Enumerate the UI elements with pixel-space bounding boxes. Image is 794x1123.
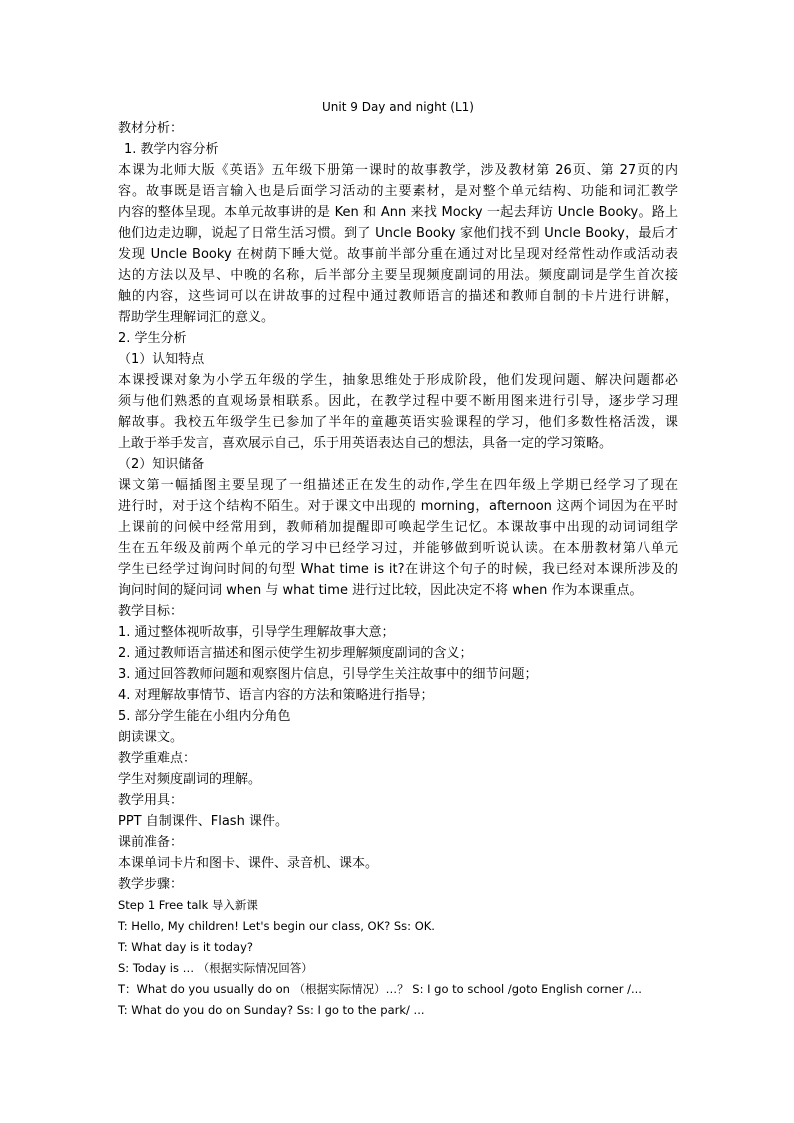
- dialogue-line: T: What do you do on Sunday? Ss: I go to the park/ ...: [118, 1003, 425, 1017]
- tools-heading: 教学用具：: [118, 793, 184, 808]
- knowledge-paragraph: [118, 475, 678, 601]
- paragraph-line: 帮助学生理解词汇的意义。: [118, 310, 275, 325]
- key-points-text: 学生对频度副词的理解。: [118, 772, 262, 787]
- objectives-heading: 教学目标：: [118, 604, 184, 619]
- dialogue: [118, 916, 678, 1021]
- paragraph-line: 须与他们熟悉的直观场景相联系。因此，在教学过程中要不断用图来进行引导，逐步学习理: [118, 394, 678, 409]
- cognitive-paragraph: [118, 370, 678, 454]
- step1-heading: Step 1 Free talk 导入新课: [118, 898, 258, 912]
- objective-item: 4. 对理解故事情节、语言内容的方法和策略进行指导；: [118, 688, 434, 703]
- objective-item: 1. 通过整体视听故事，引导学生理解故事大意；: [118, 625, 395, 640]
- paragraph-line: 容。故事既是语言输入也是后面学习活动的主要素材，是对整个单元结构、功能和词汇教学: [118, 184, 678, 199]
- paragraph-line: 学生已经学过询问时间的句型 What time is it?在讲这个句子的时候，我已经对本课所涉及的: [118, 562, 678, 577]
- paragraph-line: 本课授课对象为小学五年级的学生，抽象思维处于形成阶段，他们发现问题、解决问题都必: [118, 373, 678, 388]
- steps-heading: 教学步骤：: [118, 877, 184, 892]
- paragraph-line: 上课前的问候中经常用到，教师稍加提醒即可唤起学生记忆。本课故事中出现的动词词组学: [118, 520, 678, 535]
- knowledge-heading: （2）知识储备: [118, 457, 205, 472]
- key-points-heading: 教学重难点：: [118, 751, 197, 766]
- objective-item: 朗读课文。: [118, 730, 184, 745]
- paragraph-line: 内容的整体呈现。本单元故事讲的是 Ken 和 Ann 来找 Mocky 一起去拜访 Uncle Booky。路上: [118, 205, 678, 220]
- dialogue-line: T: What day is it today?: [118, 940, 253, 954]
- cognitive-heading: （1）认知特点: [118, 352, 205, 367]
- dialogue-line: T：What do you usually do on （根据实际情况）…？ S: I go to school /goto English corner /...: [118, 982, 642, 996]
- paragraph-line: 达的方法以及早、中晚的名称，后半部分主要呈现频度副词的用法。频度副词是学生首次接: [118, 268, 678, 283]
- objective-item: 2. 通过教师语言描述和图示使学生初步理解频度副词的含义；: [118, 646, 473, 661]
- paragraph-line: 生在五年级及前两个单元的学习中已经学习过，并能够做到听说认读。在本册教材第八单元: [118, 541, 678, 556]
- paragraph-line: 解故事。我校五年级学生已参加了半年的童趣英语实验课程的学习，他们多数性格活泼，课: [118, 415, 678, 430]
- paragraph-line: 课文第一幅插图主要呈现了一组描述正在发生的动作,学生在四年级上学期已经学习了现在: [118, 478, 678, 493]
- paragraph-line: 发现 Uncle Booky 在树荫下睡大觉。故事前半部分重在通过对比呈现对经常性动作或活动表: [118, 247, 678, 262]
- prep-heading: 课前准备：: [118, 835, 184, 850]
- paragraph-line: 上敢于举手发言，喜欢展示自己，乐于用英语表达自己的想法，具备一定的学习策略。: [118, 436, 613, 451]
- paragraph-line: 询问时间的疑问词 when 与 what time 进行过比较，因此决定不将 when 作为本课重点。: [118, 583, 643, 598]
- document-title: Unit 9 Day and night (L1): [322, 100, 474, 114]
- prep-text: 本课单词卡片和图卡、课件、录音机、课本。: [118, 856, 379, 871]
- paragraph-line: 本课为北师大版《英语》五年级下册第一课时的故事教学，涉及教材第 26页、第 27页的内: [118, 163, 678, 178]
- document-page: [118, 96, 678, 1021]
- dialogue-line: S: Today is … （根据实际情况回答）: [118, 961, 313, 975]
- paragraph-line: 触的内容，这些词可以在讲故事的过程中通过教师语言的描述和教师自制的卡片进行讲解，: [118, 289, 678, 304]
- paragraph-line: 进行时，对于这个结构不陌生。对于课文中出现的 morning，afternoon 这两个词因为在平时: [118, 499, 678, 514]
- paragraph-line: 他们边走边聊，说起了日常生活习惯。到了 Uncle Booky 家他们找不到 Uncle Booky，最后才: [118, 226, 678, 241]
- material-analysis-heading: 教材分析：: [118, 121, 184, 136]
- content-analysis-paragraph: [118, 160, 678, 328]
- content-analysis-heading: 1. 教学内容分析: [124, 142, 219, 157]
- tools-text: PPT 自制课件、Flash 课件。: [118, 814, 288, 829]
- objectives-list: [118, 622, 678, 748]
- objective-item: 3. 通过回答教师问题和观察图片信息，引导学生关注故事中的细节问题；: [118, 667, 538, 682]
- student-analysis-heading: 2. 学生分析: [118, 331, 187, 346]
- dialogue-line: T: Hello, My children! Let's begin our class, OK? Ss: OK.: [118, 919, 435, 933]
- objective-item: 5. 部分学生能在小组内分角色: [118, 709, 291, 724]
